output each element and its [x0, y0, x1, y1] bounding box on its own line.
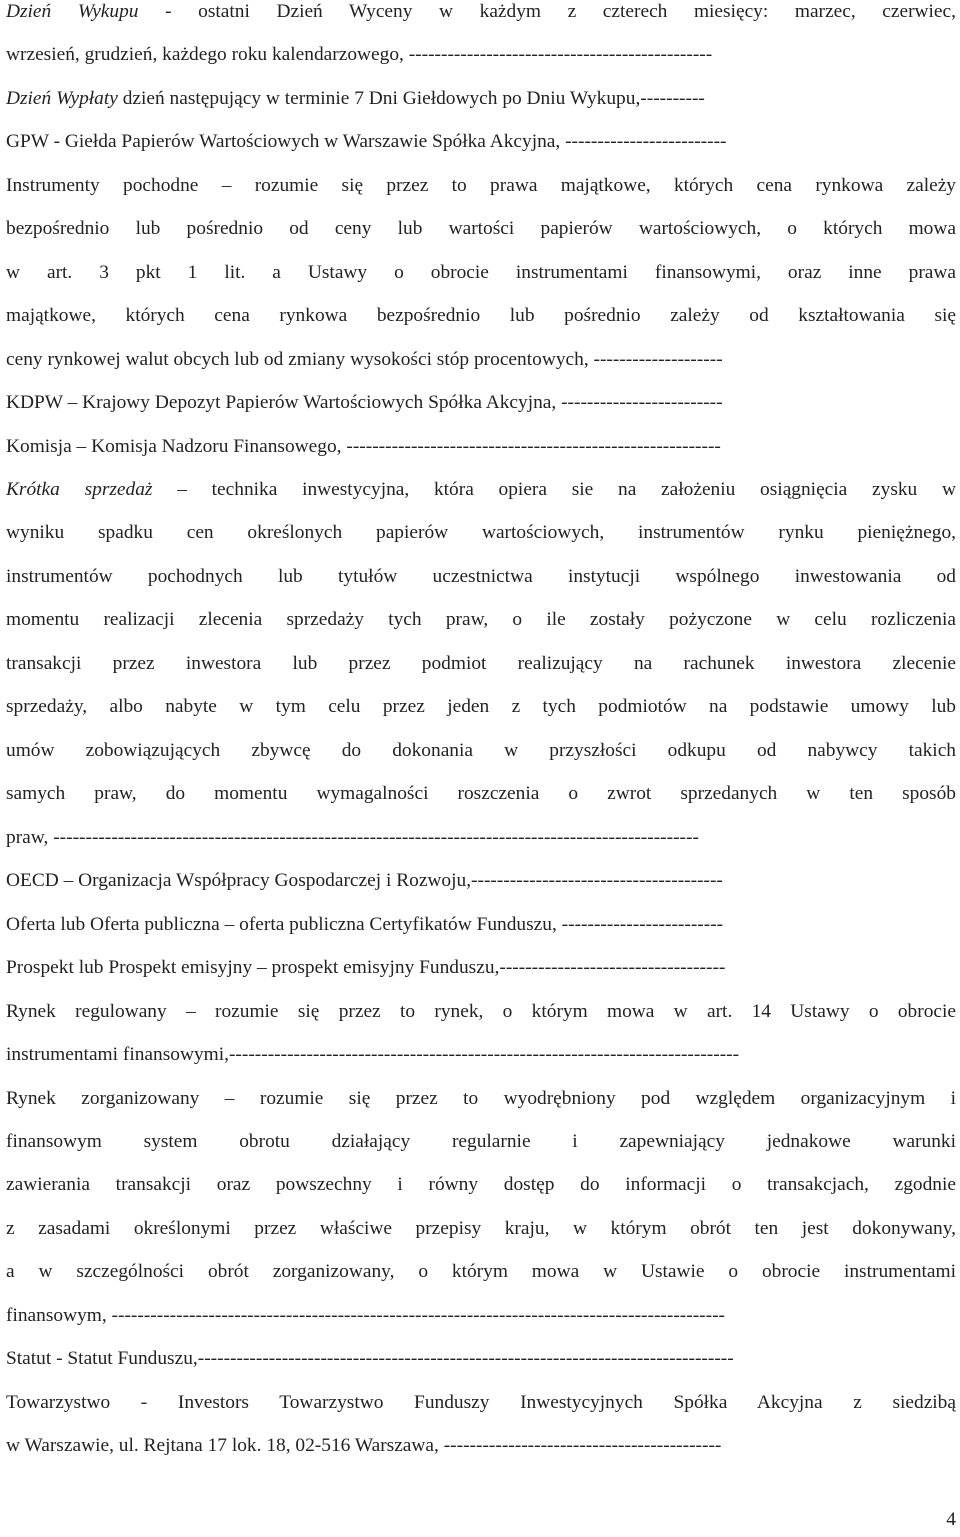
text-line: [6, 388, 936, 418]
line-text: instrumentami finansowymi,-------------------------------------------------------------------------------: [6, 1044, 740, 1065]
line-text: umów zobowiązujących zbywcę do dokonania w przyszłości odkupu od nabywcy takich: [6, 740, 956, 761]
line-text: z zasadami określonymi przez właściwe przepisy kraju, w którym obrót ten jest dokonywany,: [6, 1218, 956, 1239]
line-text: – technika inwestycyjna, która opiera sie na założeniu osiągnięcia zysku w: [152, 479, 956, 500]
page-number: 4: [946, 1509, 956, 1530]
line-text: Statut - Statut Funduszu,-----------------------------------------------------------------------------------: [6, 1348, 734, 1369]
text-line: [6, 301, 956, 331]
term-italic: Krótka sprzedaż: [6, 479, 153, 500]
text-line: [6, 475, 956, 505]
line-text: Prospekt lub Prospekt emisyjny – prospekt emisyjny Funduszu,-----------------------------------: [6, 957, 726, 978]
text-line: [6, 605, 956, 635]
line-text: ceny rynkowej walut obcych lub od zmiany wysokości stóp procentowych, --------------------: [6, 349, 723, 370]
line-text: Towarzystwo - Investors Towarzystwo Funduszy Inwestycyjnych Spółka Akcyjna z siedzibą: [6, 1392, 956, 1413]
term-italic: Dzień Wykupu: [6, 1, 139, 22]
line-text: zawierania transakcji oraz powszechny i równy dostęp do informacji o transakcjach, zgodnie: [6, 1174, 956, 1195]
line-text: instrumentów pochodnych lub tytułów uczestnictwa instytucji wspólnego inwestowania od: [6, 566, 956, 587]
text-line: [6, 779, 956, 809]
line-text: KDPW – Krajowy Depozyt Papierów Wartościowych Spółka Akcyjna, -------------------------: [6, 392, 723, 413]
text-line: [6, 1431, 936, 1461]
text-line: [6, 1301, 936, 1331]
line-text: transakcji przez inwestora lub przez podmiot realizujący na rachunek inwestora zlecenie: [6, 653, 956, 674]
line-text: bezpośrednio lub pośrednio od ceny lub wartości papierów wartościowych, o których mowa: [6, 218, 956, 239]
text-line: [6, 84, 936, 114]
line-text: w art. 3 pkt 1 lit. a Ustawy o obrocie instrumentami finansowymi, oraz inne prawa: [6, 262, 956, 283]
text-line: [6, 649, 956, 679]
text-line: [6, 1170, 956, 1200]
line-text: Komisja – Komisja Nadzoru Finansowego, ----------------------------------------------------------: [6, 436, 721, 457]
text-line: [6, 562, 956, 592]
text-line: [6, 214, 956, 244]
text-line: [6, 866, 936, 896]
line-text: dzień następujący w terminie 7 Dni Giełdowych po Dniu Wykupu,----------: [117, 88, 705, 109]
line-text: a w szczególności obrót zorganizowany, o którym mowa w Ustawie o obrocie instrumentami: [6, 1261, 956, 1282]
text-line: [6, 1344, 936, 1374]
line-text: samych praw, do momentu wymagalności roszczenia o zwrot sprzedanych w ten sposób: [6, 783, 956, 804]
text-line: [6, 518, 956, 548]
line-text: praw, ----------------------------------------------------------------------------------------------------: [6, 827, 699, 848]
line-text: - ostatni Dzień Wyceny w każdym z czterech miesięcy: marzec, czerwiec,: [138, 1, 956, 22]
text-line: [6, 997, 956, 1027]
text-line: [6, 692, 956, 722]
text-line: [6, 127, 936, 157]
line-text: wyniku spadku cen określonych papierów wartościowych, instrumentów rynku pieniężnego,: [6, 522, 956, 543]
line-text: wrzesień, grudzień, każdego roku kalendarzowego, -----------------------------------------------: [6, 44, 713, 65]
text-line: [6, 1257, 956, 1287]
text-line: [6, 823, 936, 853]
text-line: [6, 258, 956, 288]
line-text: GPW - Giełda Papierów Wartościowych w Warszawie Spółka Akcyjna, -------------------------: [6, 131, 727, 152]
line-text: majątkowe, których cena rynkowa bezpośrednio lub pośrednio zależy od kształtowania się: [6, 305, 956, 326]
text-line: [6, 0, 956, 27]
line-text: Instrumenty pochodne – rozumie się przez to prawa majątkowe, których cena rynkowa zależy: [6, 175, 956, 196]
text-line: [6, 171, 956, 201]
line-text: Rynek zorganizowany – rozumie się przez to wyodrębniony pod względem organizacyjnym i: [6, 1088, 956, 1109]
text-line: [6, 345, 936, 375]
text-line: [6, 736, 956, 766]
text-line: [6, 953, 936, 983]
text-line: [6, 432, 936, 462]
text-line: [6, 1388, 956, 1418]
line-text: Rynek regulowany – rozumie się przez to rynek, o którym mowa w art. 14 Ustawy o obrocie: [6, 1001, 956, 1022]
line-text: finansowym, -----------------------------------------------------------------------------------------------: [6, 1305, 725, 1326]
line-text: OECD – Organizacja Współpracy Gospodarczej i Rozwoju,---------------------------------------: [6, 870, 723, 891]
term-italic: Dzień Wypłaty: [6, 88, 118, 109]
line-text: finansowym system obrotu działający regularnie i zapewniający jednakowe warunki: [6, 1131, 956, 1152]
line-text: Oferta lub Oferta publiczna – oferta publiczna Certyfikatów Funduszu, -------------------------: [6, 914, 724, 935]
text-line: [6, 1127, 956, 1157]
text-line: [6, 1084, 956, 1114]
text-line: [6, 40, 936, 70]
text-line: [6, 1040, 936, 1070]
line-text: w Warszawie, ul. Rejtana 17 lok. 18, 02-516 Warszawa, -------------------------------------------: [6, 1435, 722, 1456]
text-line: [6, 1214, 956, 1244]
line-text: momentu realizacji zlecenia sprzedaży tych praw, o ile zostały pożyczone w celu rozliczenia: [6, 609, 956, 630]
text-line: [6, 910, 936, 940]
line-text: sprzedaży, albo nabyte w tym celu przez jeden z tych podmiotów na podstawie umowy lub: [6, 696, 956, 717]
